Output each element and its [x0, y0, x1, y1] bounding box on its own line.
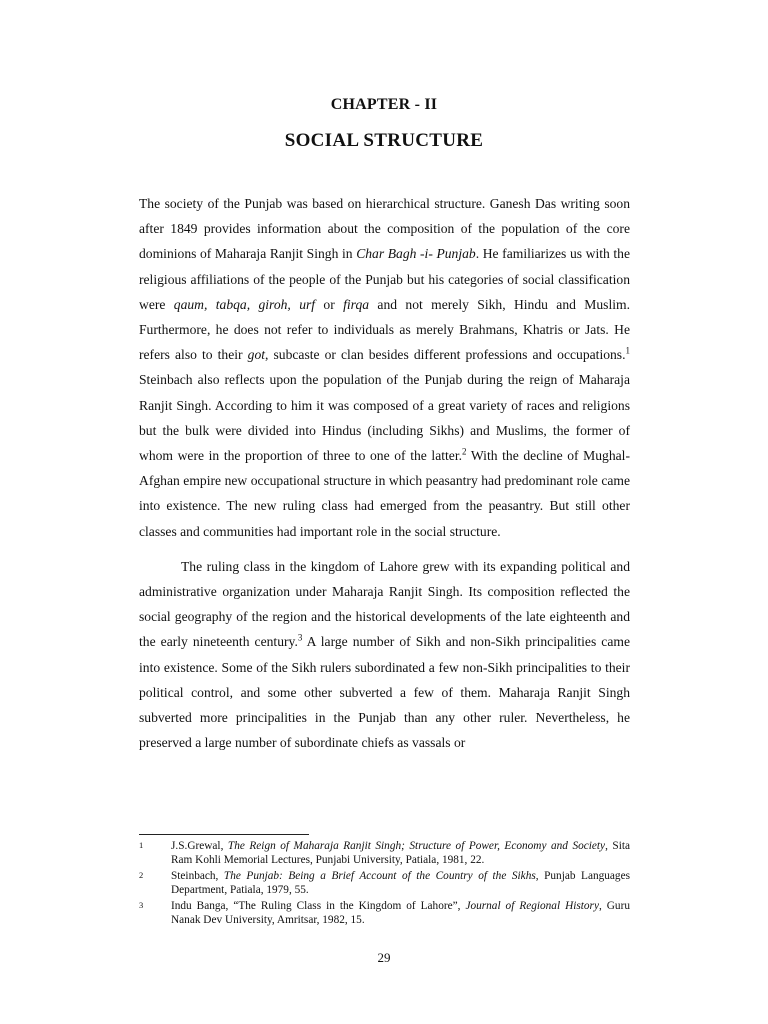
footnote-ref-1[interactable]: 1 — [625, 345, 630, 356]
footnote-1 — [139, 839, 630, 867]
italic-title: The Punjab: Being a Brief Account of the Country of the Sikhs — [223, 870, 536, 882]
text-run: or — [315, 296, 344, 312]
chapter-title: SOCIAL STRUCTURE — [284, 130, 484, 151]
text-run: A large number of Sikh and non-Sikh principalities came into existence. Some of the Sikh rulers subordinated a few non-Sikh principalities to their political control, and some other subverted a few of them. Maharaja Ranjit Singh subverted more principalities in the Punjab than any other ruler. Nevertheless, he preserved a large number of subordinate chiefs as vassals or — [139, 634, 630, 751]
footnote-text — [171, 869, 630, 897]
text-run: , subcaste or clan besides different professions and occupations. — [265, 347, 626, 363]
footnote-ref-3[interactable]: 3 — [297, 632, 303, 643]
paragraph-1 — [139, 191, 630, 544]
footnote-separator — [139, 834, 309, 835]
footnotes — [139, 839, 630, 929]
text-run: The ruling class in the kingdom of Lahore grew with its expanding political and administrative organization under Maharaja Ranjit Singh. Its composition reflected the social geography of the region and the historical developments of the late eighteenth and the early nineteenth century. — [139, 558, 630, 650]
text-run: and not merely Sikh, Hindu and Muslim. Furthermore, he does not refer to individuals as merely Brahmans, Khatris or Jats. He refers also to their — [139, 296, 630, 363]
text-run: . He familiarizes us with the religious affiliations of the people of the Punjab but his categories of social classification were — [139, 246, 631, 312]
footnote-text — [171, 899, 630, 927]
text-run: , Sita Ram Kohli Memorial Lectures, Punjabi University, Patiala, 1981, 22. — [171, 840, 630, 866]
footnote-number: 1 — [139, 840, 144, 850]
text-run: Steinbach, — [171, 870, 224, 882]
italic-title: The Reign of Maharaja Ranjit Singh; Structure of Power, Economy and Society — [227, 840, 606, 852]
chapter-heading: CHAPTER - II — [330, 96, 438, 113]
text-run: The society of the Punjab was based on hierarchical structure. Ganesh Das writing soon after 1849 provides information about the composition of the population of the core dominions of Maharaja Ranjit Singh in — [139, 196, 630, 262]
text-run: With the decline of Mughal-Afghan empire new occupational structure in which peasantry had predominant role came into existence. The new ruling class had emerged from the peasantry. But still other classes and communities had important role in the social structure. — [139, 448, 630, 539]
italic-term: got — [247, 347, 266, 363]
page-number: 29 — [377, 950, 391, 965]
footnote-2 — [139, 869, 630, 897]
footnote-text — [171, 839, 630, 867]
footnote-ref-2[interactable]: 2 — [462, 446, 467, 457]
body-text — [139, 191, 630, 755]
footnote-number: 3 — [139, 900, 144, 910]
footnote-number: 2 — [139, 870, 144, 880]
italic-term: firqa — [343, 296, 370, 312]
paragraph-2 — [139, 554, 630, 756]
italic-title: Journal of Regional History — [465, 900, 599, 912]
footnote-3 — [139, 899, 630, 927]
text-run: , Punjab Languages Department, Patiala, 1979, 55. — [171, 870, 630, 896]
italic-term: qaum, tabqa, giroh, urf — [173, 296, 316, 312]
italic-term: Char Bagh -i- Punjab — [356, 246, 476, 262]
text-run: Steinbach also reflects upon the population of the Punjab during the reign of Maharaja Ranjit Singh. According to him it was composed of a great variety of races and religions but the bulk were divided into Hindus (including Sikhs) and Muslims, the former of whom were in the proportion of three to one of the latter. — [139, 372, 630, 464]
text-run: Indu Banga, “The Ruling Class in the Kingdom of Lahore”, — [171, 900, 466, 912]
text-run: J.S.Grewal, — [171, 840, 228, 852]
text-run: , Guru Nanak Dev University, Amritsar, 1982, 15. — [171, 900, 630, 926]
